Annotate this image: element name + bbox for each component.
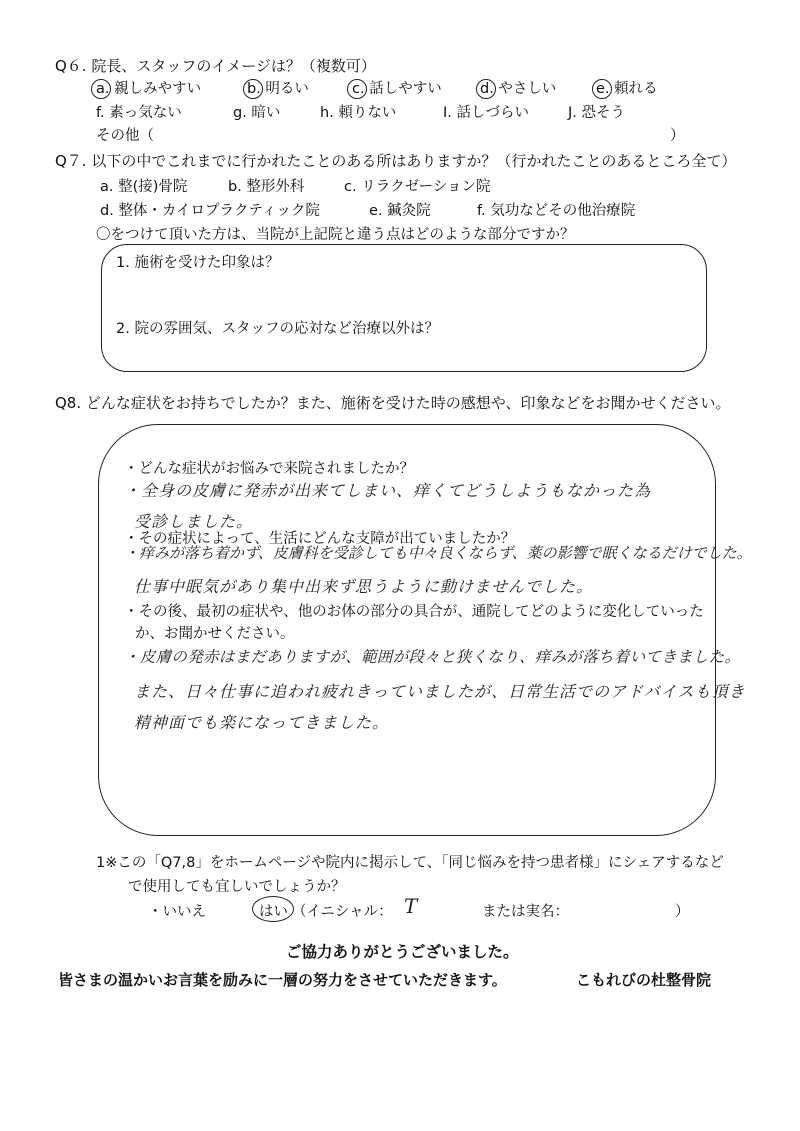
q8-prompt-3-line-2: か、お聞かせください。 <box>135 626 295 642</box>
q7-option-b: b. 整形外科 <box>228 179 305 195</box>
q7-sub2: 2. 院の雰囲気、スタッフの応対など治療以外は？ <box>116 321 439 337</box>
selection-circle <box>243 79 263 99</box>
selection-circle <box>91 79 111 99</box>
q8-prompt-2: ・その症状によって、生活にどんな支障が出ていましたか？ <box>124 531 516 547</box>
q6-option-j: J. 恐そう <box>568 105 625 121</box>
q7-option-d: d. 整体・カイロプラクティック院 <box>100 203 320 219</box>
selection-circle <box>476 79 496 99</box>
q6-other-label: その他（ <box>96 128 154 144</box>
consent-initial-label: （イニシャル： <box>292 904 393 920</box>
consent-line-2: で使用しても宜しいでしょうか？ <box>128 879 346 895</box>
selection-circle <box>252 896 294 922</box>
q8-answer-3-line-2: また、日々仕事に追われ疲れきっていましたが、日常生活でのアドバイスも頂き <box>134 682 746 701</box>
q8-answer-2-line-2: 仕事中眠気があり集中出来ず思うように動けませんでした。 <box>134 577 594 596</box>
q6-option-h: h. 頼りない <box>320 105 397 121</box>
q8-answer-2-line-1: ・痒みが落ち着かず、皮膚科を受診しても中々良くならず、薬の影響で眠くなるだけでした。 <box>124 544 752 562</box>
q8-answer-3-line-3: 精神面でも楽になってきました。 <box>134 713 390 732</box>
footer-message: 皆さまの温かいお言葉を励みに一層の努力をさせていただきます。 <box>58 971 507 989</box>
consent-initial-value: T <box>404 894 419 918</box>
q7-sub1: 1. 施術を受けた印象は？ <box>116 255 280 271</box>
consent-realname-label: または実名： <box>482 904 569 920</box>
q6-option-d: d. やさしい <box>480 81 557 97</box>
q6-other-close: ） <box>670 128 685 144</box>
q6-option-c: c. 話しやすい <box>352 81 442 97</box>
footer-clinic: こもれびの杜整骨院 <box>576 971 712 989</box>
q8-answer-3-line-1: ・皮膚の発赤はまだありますが、範囲が段々と狭くなり、痒みが落ち着いてきました。 <box>124 648 741 666</box>
q7-question: Q７. 以下の中でこれまでに行かれたことのある所はありますか？（行かれたことのあるところ全て） <box>55 152 737 170</box>
consent-line-1: 1※この「Q7,8」をホームページや院内に掲示して、「同じ悩みを持つ患者様」にシェアするなど <box>96 855 724 871</box>
q7-option-c: c. リラクゼーション院 <box>344 179 491 195</box>
q7-option-f: f. 気功などその他治療院 <box>477 203 636 219</box>
consent-no: ・いいえ <box>148 904 206 920</box>
q6-option-b: b. 明るい <box>247 81 309 97</box>
q6-question: Q６. 院長、スタッフのイメージは？（複数可） <box>55 57 376 75</box>
consent-close: ） <box>675 904 690 920</box>
selection-circle <box>592 79 612 99</box>
q7-option-a: a. 整(接)骨院 <box>100 179 188 195</box>
q8-prompt-3-line-1: ・その後、最初の症状や、他のお体の部分の具合が、通院してどのように変化していった <box>124 604 704 620</box>
q7-note: 〇をつけて頂いた方は、当院が上記院と違う点はどのような部分ですか？ <box>96 227 575 243</box>
q8-question: Q8. どんな症状をお持ちでしたか？また、施術を受けた時の感想や、印象などをお聞かせください。 <box>55 394 731 412</box>
q6-option-f: f. 素っ気ない <box>96 105 182 121</box>
q7-option-e: e. 鍼灸院 <box>369 203 431 219</box>
consent-yes: はい <box>259 904 288 920</box>
q6-option-g: g. 暗い <box>233 105 281 121</box>
q6-option-a: a. 親しみやすい <box>96 81 202 97</box>
q8-answer-1-line-2: 受診しました。 <box>134 512 254 531</box>
selection-circle <box>347 79 367 99</box>
q6-option-i: I. 話しづらい <box>443 105 529 121</box>
q8-prompt-1: ・どんな症状がお悩みで来院されましたか？ <box>124 461 414 477</box>
q8-answer-1-line-1: ・全身の皮膚に発赤が出来てしまい、痒くてどうしようもなかった為 <box>124 481 652 500</box>
footer-thanks: ご協力ありがとうございました。 <box>286 943 519 961</box>
q6-option-e: e. 頼れる <box>596 81 658 97</box>
